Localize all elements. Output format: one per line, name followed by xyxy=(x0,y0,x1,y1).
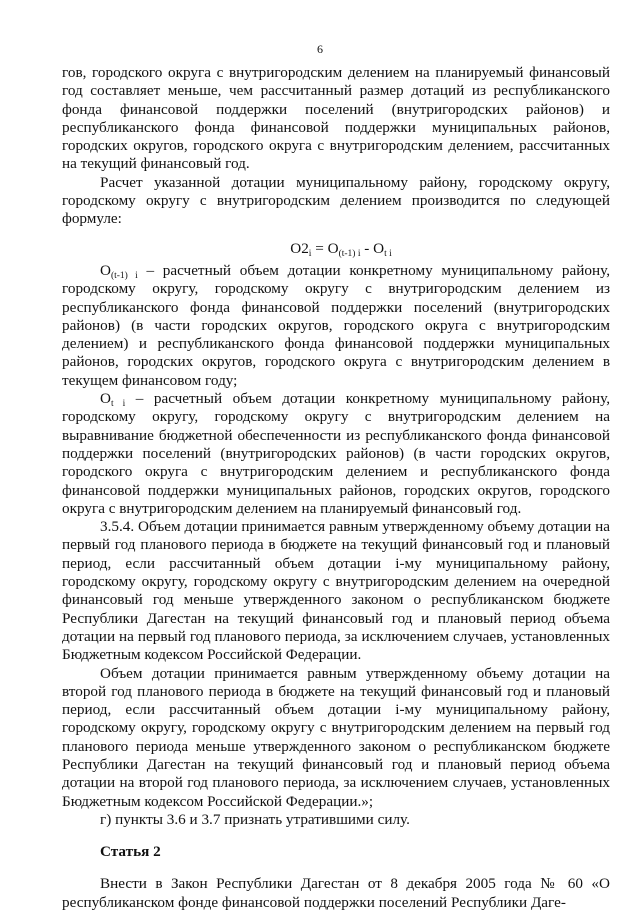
definition-1-subscript: (t-1) i xyxy=(110,270,138,281)
formula-lhs: O2 xyxy=(290,239,309,257)
formula-lhs-subscript: i xyxy=(308,248,312,259)
formula-minus: - xyxy=(360,239,374,257)
definition-2-symbol: O xyxy=(100,390,111,408)
definition-2-text: – расчетный объем дотации конкретному муниципальному району, городскому округу, городскому округу с внутригородским делением на выравнивание бюджетной обеспеченности из республиканского фонда финансовой поддержки поселений (внутригородских районов) (в части городских округов, городского округа с внутригородским делением и республиканского фонда финансовой поддержки муниципальных районов, городских округов, городского округа с внутригородским делением на планируемый финансовый год. xyxy=(62,390,610,517)
paragraph-repeal: г) пункты 3.6 и 3.7 признать утратившими силу. xyxy=(100,810,410,828)
article-heading: Статья 2 xyxy=(100,843,161,861)
formula-term-1: O xyxy=(327,239,339,257)
formula-term-2: O xyxy=(373,239,385,257)
formula-term-1-subscript: (t-1) i xyxy=(338,248,361,259)
definition-1-text: – расчетный объем дотации конкретному муниципальному району, городскому округу, городскому округу с внутригородским делением из республиканского фонда финансовой поддержки поселений (внутригородских районов) (в части городских округов, городского округа с внутригородским делением) и республиканского фонда финансовой поддержки муниципальных районов, городских округов, городского округа с внутригородским делением в текущем финансовом году; xyxy=(62,261,610,389)
definition-1-symbol: O xyxy=(100,261,111,279)
paragraph-formula-intro: Расчет указанной дотации муниципальному району, городскому округу, городскому округу с внутригородским делением производится по следующей формуле: xyxy=(62,173,610,228)
paragraph-second-year: Объем дотации принимается равным утвержденному объему дотации на второй год планового периода в бюджете на текущий финансовый год и плановый период, если рассчитанный объем дотации i-му муниципальному району, городскому округу, городскому округу с внутригородским делением на первый год планового периода меньше утвержденного законом о республиканском бюджете Республики Дагестан на текущий финансовый год и плановый период объема дотации на второй год планового периода, за исключением случаев, установленных Бюджетным кодексом Российской Федерации.»; xyxy=(62,664,610,810)
page-number: 6 xyxy=(317,42,323,56)
paragraph-3-5-4: 3.5.4. Объем дотации принимается равным утвержденному объему дотации на первый год планового периода в бюджете на текущий финансовый год и плановый период, если рассчитанный объем дотации i-му муниципальному району, городскому округу, городскому округу с внутригородским делением на очередной финансовый год меньше утвержденного законом о республиканском бюджете Республики Дагестан на текущий финансовый год и плановый период объема дотации на первый год планового периода, за исключением случаев, установленных Бюджетным кодексом Российской Федерации. xyxy=(62,518,610,664)
paragraph-article-2: Внести в Закон Республики Дагестан от 8 декабря 2005 года № 60 «О республиканском фонде финансовой поддержки поселений Республики Даге- xyxy=(62,875,610,911)
definition-planned-year-dotation xyxy=(62,390,610,518)
formula-equals: = xyxy=(311,239,328,257)
definition-2-subscript: t i xyxy=(110,399,126,410)
definition-previous-year-dotation xyxy=(62,262,610,390)
document-body xyxy=(62,64,610,912)
formula xyxy=(62,240,610,258)
paragraph-continuation: гов, городского округа с внутригородским делением на планируемый финансовый год составляет меньше, чем рассчитанный размер дотаций из республиканского фонда финансовой поддержки поселений (внутригородских районов) и республиканского фонда финансовой поддержки муниципальных районов, городских округов, городского округа с внутригородским делением, рассчитанных на текущий финансовый год. xyxy=(62,64,610,173)
formula-term-2-subscript: t i xyxy=(384,248,392,259)
